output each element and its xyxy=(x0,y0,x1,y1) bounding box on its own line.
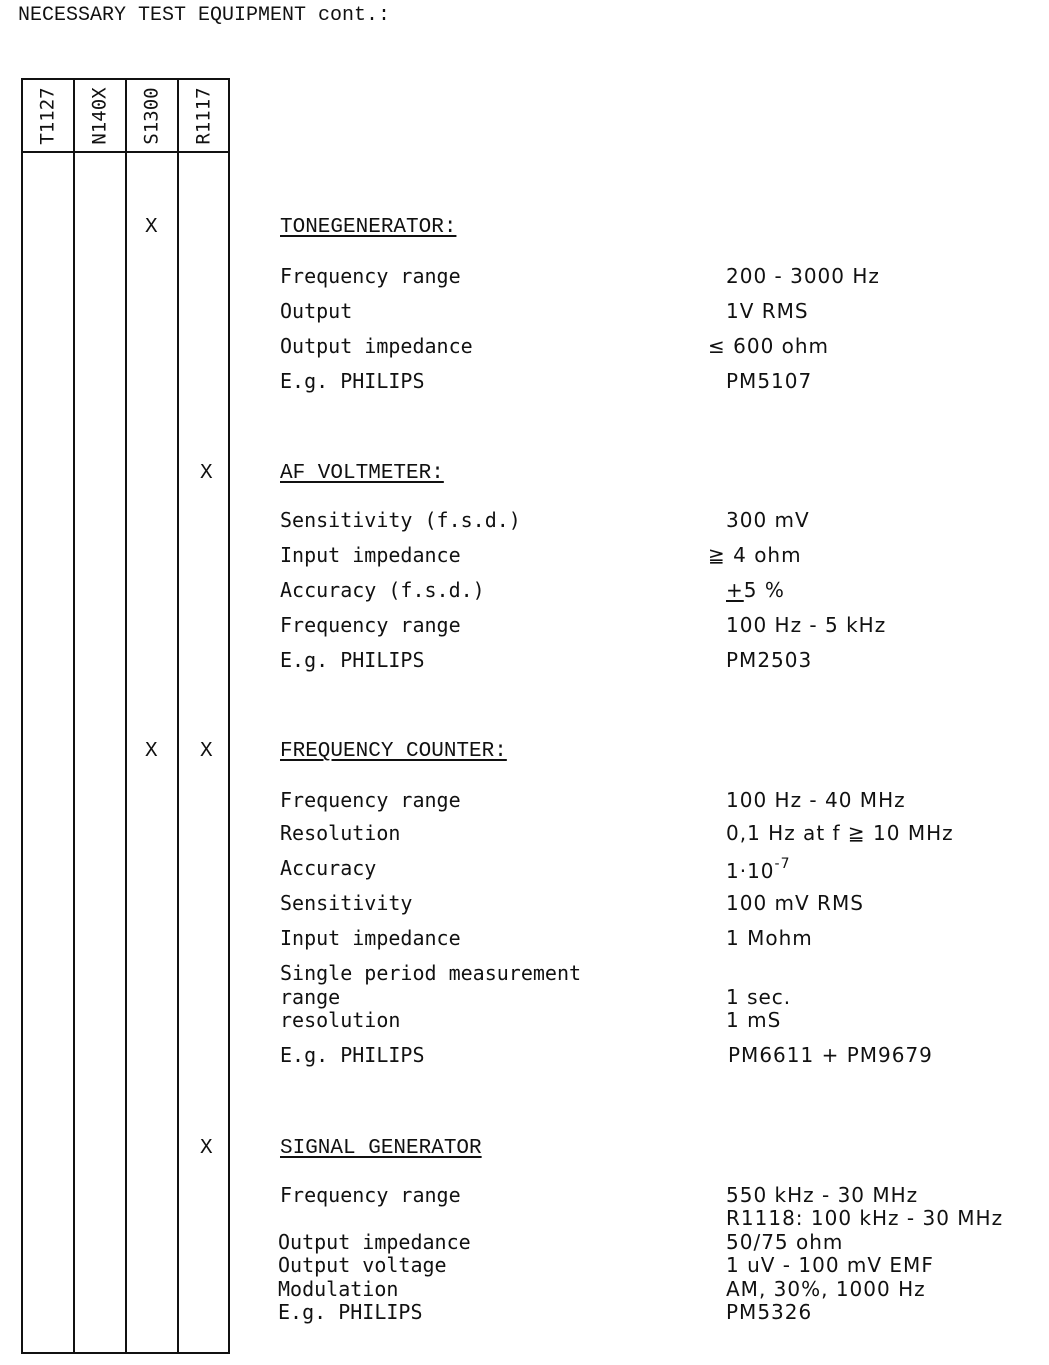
spec-value: R1118: 100 kHz - 30 MHz xyxy=(726,1206,1004,1230)
spec-label: Sensitivity (f.s.d.) xyxy=(280,508,521,532)
spec-label: E.g. PHILIPS xyxy=(278,1300,423,1324)
spec-value: 1 Mohm xyxy=(726,926,813,950)
spec-label: E.g. PHILIPS xyxy=(280,369,425,393)
spec-label: Output impedance xyxy=(278,1230,471,1254)
spec-label: Frequency range xyxy=(280,264,461,288)
grid-divider xyxy=(177,80,179,1352)
spec-value: 1 mS xyxy=(726,1008,782,1032)
spec-value: +5 % xyxy=(726,578,785,602)
spec-value: AM, 30%, 1000 Hz xyxy=(726,1277,926,1301)
spec-label: Single period measurement xyxy=(280,961,582,985)
spec-label: Input impedance xyxy=(280,543,461,567)
spec-label: E.g. PHILIPS xyxy=(280,648,425,672)
spec-value: 200 - 3000 Hz xyxy=(726,264,880,288)
spec-label: Modulation xyxy=(278,1277,399,1301)
spec-label: Resolution xyxy=(280,821,401,845)
column-header-n140x: N140X xyxy=(89,87,112,145)
section-heading-afvolt: AF VOLTMETER: xyxy=(280,462,444,485)
spec-value: 1 sec. xyxy=(726,985,792,1009)
spec-label: range xyxy=(280,985,341,1009)
spec-label: Output voltage xyxy=(278,1253,447,1277)
grid-divider xyxy=(73,80,75,1352)
mark-afvolt-r1117: X xyxy=(200,462,213,485)
spec-label: Accuracy (f.s.d.) xyxy=(280,578,485,602)
equipment-grid xyxy=(21,78,230,1354)
spec-label: resolution xyxy=(280,1008,401,1032)
spec-value: $1\cdot 10^{-7}$ xyxy=(726,856,791,883)
exponent: -7 xyxy=(774,856,791,872)
spec-value: PM2503 xyxy=(726,648,813,672)
spec-label: E.g. PHILIPS xyxy=(280,1043,425,1067)
column-header-t1127: T1127 xyxy=(37,87,60,145)
mark-freqcounter-s1300: X xyxy=(145,740,158,763)
mark-freqcounter-r1117: X xyxy=(200,740,213,763)
spec-label: Sensitivity xyxy=(280,891,413,915)
grid-divider xyxy=(125,80,127,1352)
section-heading-freqcounter: FREQUENCY COUNTER: xyxy=(280,740,507,763)
spec-label: Accuracy xyxy=(280,856,377,880)
spec-value: PM5326 xyxy=(726,1300,813,1324)
spec-value: 300 mV xyxy=(726,508,810,532)
spec-value: 1 uV - 100 mV EMF xyxy=(726,1253,934,1277)
spec-label: Output xyxy=(280,299,353,323)
spec-label: Output impedance xyxy=(280,334,473,358)
page-title: NECESSARY TEST EQUIPMENT cont.: xyxy=(18,4,391,27)
grid-header-divider xyxy=(23,151,228,153)
spec-label: Frequency range xyxy=(280,788,461,812)
section-heading-siggen: SIGNAL GENERATOR xyxy=(280,1137,482,1160)
spec-label: Frequency range xyxy=(280,1183,461,1207)
spec-label: Input impedance xyxy=(280,926,461,950)
spec-value: 550 kHz - 30 MHz xyxy=(726,1183,919,1207)
spec-value: ≤ 600 ohm xyxy=(708,334,830,358)
plus-minus-sign: + xyxy=(726,578,744,602)
spec-value: PM6611 + PM9679 xyxy=(728,1043,933,1067)
column-header-s1300: S1300 xyxy=(141,87,164,145)
spec-value: 1V RMS xyxy=(726,299,809,323)
spec-value: 100 mV RMS xyxy=(726,891,864,915)
spec-value: 50/75 ohm xyxy=(726,1230,844,1254)
spec-value: PM5107 xyxy=(726,369,813,393)
mark-siggen-r1117: X xyxy=(200,1137,213,1160)
section-heading-tonegen: TONEGENERATOR: xyxy=(280,216,457,239)
spec-value: 100 Hz - 40 MHz xyxy=(726,788,906,812)
spec-value: ≧ 4 ohm xyxy=(708,543,802,567)
column-header-r1117: R1117 xyxy=(193,87,216,145)
spec-label: Frequency range xyxy=(280,613,461,637)
spec-value: 100 Hz - 5 kHz xyxy=(726,613,887,637)
spec-value: 0,1 Hz at f ≧ 10 MHz xyxy=(726,821,954,845)
mark-tonegen-s1300: X xyxy=(145,216,158,239)
